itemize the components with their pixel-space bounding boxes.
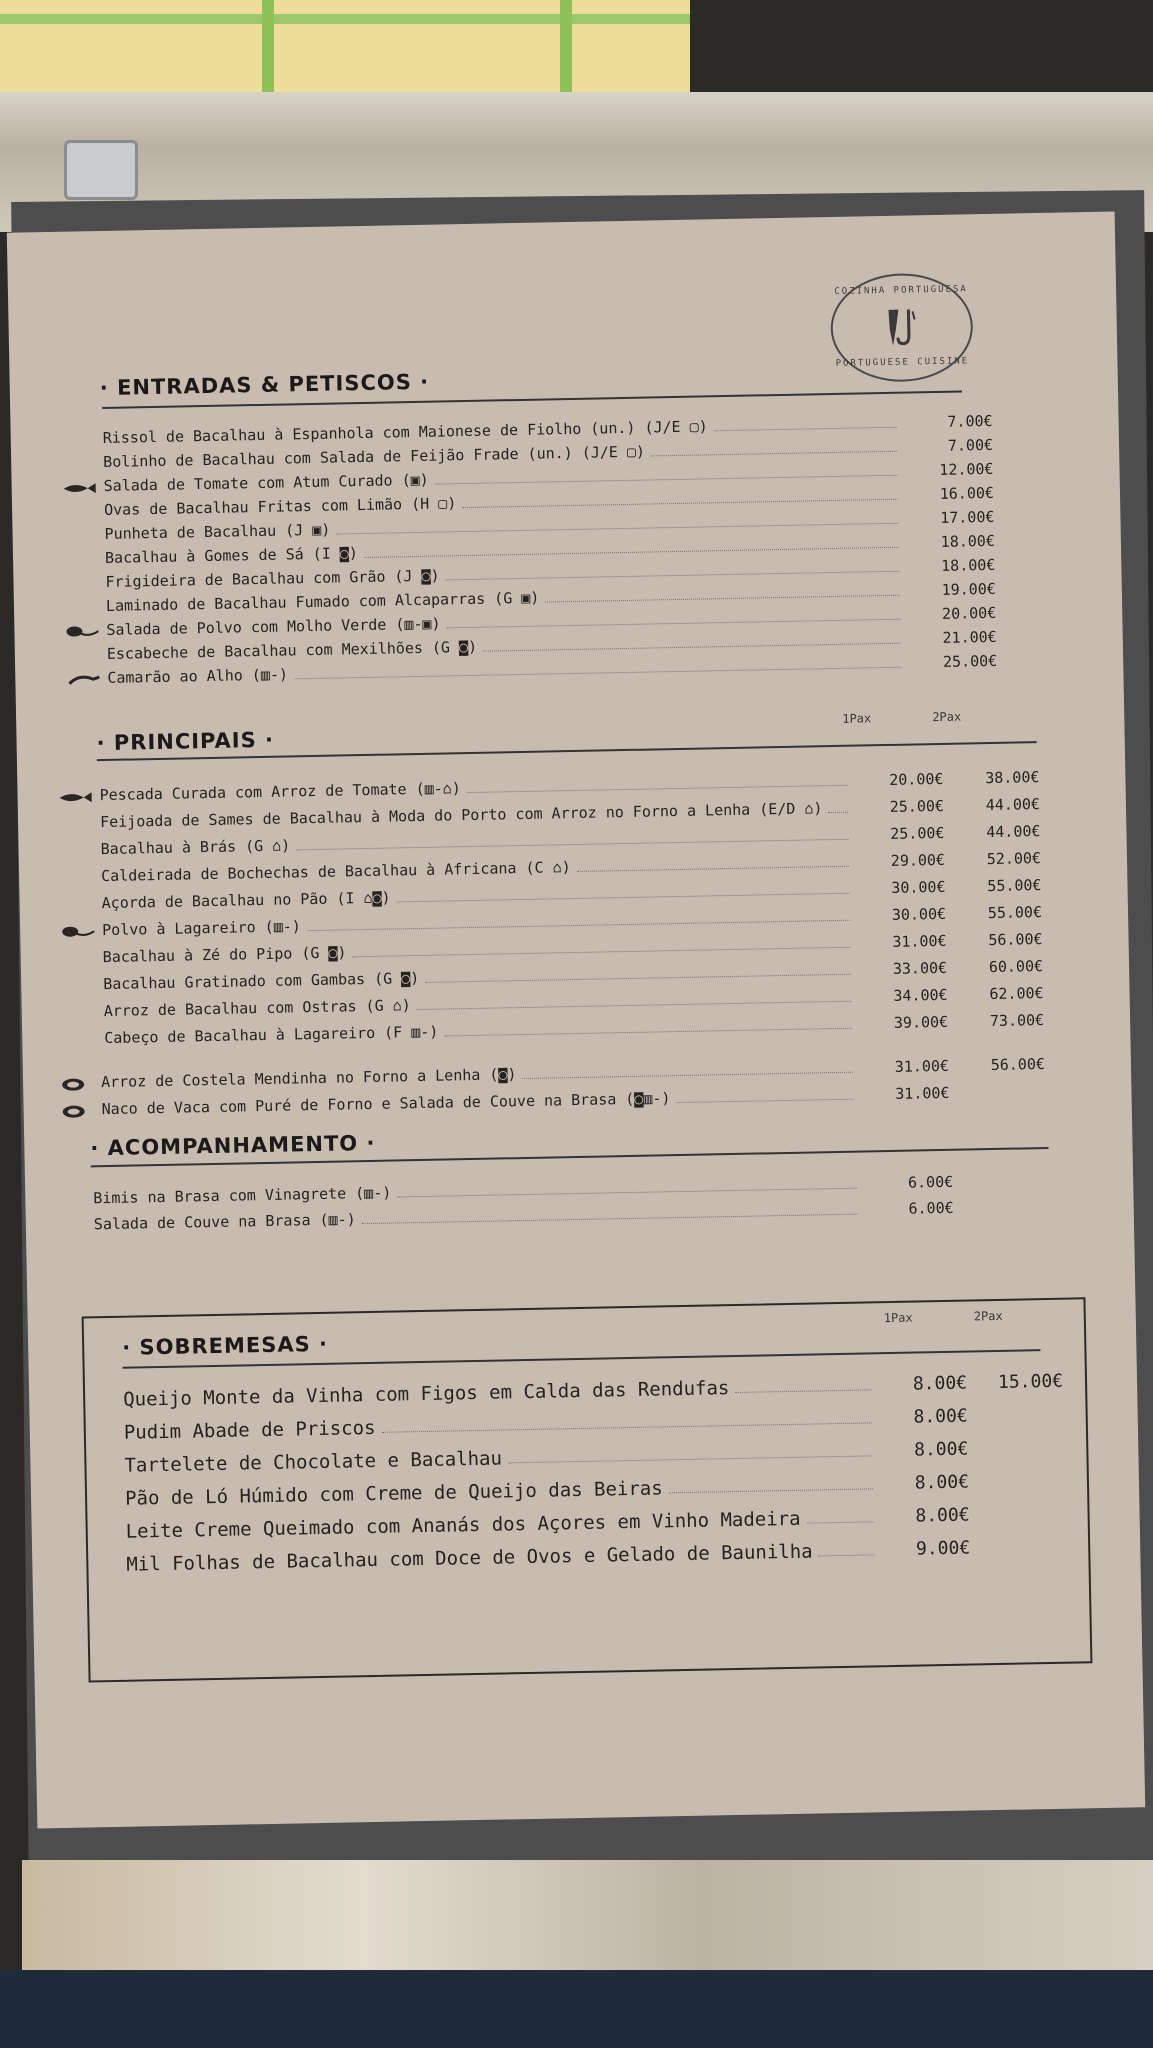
- price-1pax: 39.00€: [893, 1012, 949, 1032]
- fish-icon: [62, 480, 98, 495]
- item-name: Ovas de Bacalhau Fritas com Limão (H ▢): [103, 494, 457, 519]
- dot-leader: [446, 570, 900, 581]
- price-1pax: 7.00€: [947, 411, 993, 431]
- dot-leader: [417, 1000, 852, 1010]
- meat-icon: [60, 1103, 96, 1118]
- item-name: Pão de Ló Húmido com Creme de Queijo das Beiras: [124, 1477, 663, 1510]
- price-1pax: 7.00€: [947, 435, 994, 455]
- item-name: Bolinho de Bacalhau com Salada de Feijão Frade (un.) (J/E ▢): [103, 442, 646, 471]
- dot-leader: [444, 1027, 852, 1037]
- dot-leader: [425, 973, 851, 983]
- dot-leader: [677, 1098, 854, 1103]
- dot-leader: [397, 892, 850, 903]
- price-2pax: [950, 1100, 1046, 1102]
- item-name: Tartelete de Chocolate e Bacalhau: [124, 1447, 503, 1477]
- section-title-sobremesas: · SOBREMESAS ·: [121, 1331, 329, 1360]
- price-1pax: 20.00€: [941, 603, 997, 623]
- section-title-acompanhamento: · ACOMPANHAMENTO ·: [90, 1130, 376, 1161]
- dot-leader: [462, 498, 898, 508]
- dot-leader: [467, 784, 848, 793]
- price-2pax: 15.00€: [997, 1370, 1064, 1393]
- item-name: Arroz de Bacalhau com Ostras (G ⌂): [103, 996, 411, 1021]
- price-1pax: 25.00€: [890, 823, 945, 843]
- price-1pax: 6.00€: [908, 1198, 954, 1218]
- price-2pax: 55.00€: [987, 903, 1043, 923]
- dot-leader: [294, 666, 901, 680]
- item-name: Leite Creme Queimado com Ananás dos Açores em Vinho Madeira: [125, 1507, 801, 1543]
- item-name: Camarão ao Alho (▥-): [107, 665, 289, 687]
- dot-leader: [819, 1553, 875, 1556]
- price-1pax: 29.00€: [890, 850, 946, 870]
- fish-icon: [57, 789, 93, 804]
- column-header-1pax: 1Pax: [842, 711, 872, 726]
- price-1pax: 18.00€: [940, 555, 996, 575]
- dot-leader: [545, 594, 899, 603]
- column-header-1pax: 1Pax: [883, 1310, 913, 1326]
- section-title-principais: · PRINCIPAIS ·: [96, 727, 275, 756]
- price-1pax: 8.00€: [915, 1504, 970, 1527]
- dot-leader: [651, 450, 897, 457]
- octopus-icon: [60, 924, 96, 939]
- price-1pax: 17.00€: [940, 507, 995, 527]
- price-1pax: 20.00€: [889, 769, 944, 789]
- price-1pax: 25.00€: [942, 651, 998, 671]
- price-1pax: 21.00€: [942, 627, 997, 647]
- section-title-entradas: · ENTRADAS & PETISCOS ·: [99, 369, 430, 401]
- price-1pax: 9.00€: [915, 1537, 971, 1560]
- price-1pax: 8.00€: [914, 1471, 970, 1494]
- meat-icon: [59, 1076, 95, 1091]
- price-1pax: 30.00€: [891, 904, 947, 924]
- item-name: Bimis na Brasa com Vinagrete (▥-): [93, 1183, 392, 1208]
- item-name: Polvo à Lagareiro (▥-): [102, 917, 302, 940]
- price-1pax: 6.00€: [907, 1172, 954, 1192]
- price-1pax: 16.00€: [939, 483, 995, 503]
- price-2pax: 56.00€: [990, 1055, 1046, 1075]
- dot-leader: [577, 865, 849, 872]
- item-name: Feijoada de Sames de Bacalhau à Moda do Porto com Arroz no Forno a Lenha (E/D ⌂): [99, 799, 823, 832]
- price-1pax: 8.00€: [913, 1405, 968, 1428]
- price-1pax: 8.00€: [912, 1372, 968, 1395]
- dot-leader: [447, 618, 901, 629]
- price-2pax: 52.00€: [986, 849, 1042, 869]
- item-name: Salada de Couve na Brasa (▥-): [93, 1210, 356, 1234]
- price-1pax: 33.00€: [892, 958, 948, 978]
- item-name: Açorda de Bacalhau no Pão (I ⌂◙): [101, 888, 391, 913]
- item-name: Mil Folhas de Bacalhau com Doce de Ovos e Gelado de Baunilha: [126, 1540, 813, 1576]
- dot-leader: [669, 1487, 873, 1493]
- item-name: Bacalhau Gratinado com Gambas (G ◙): [103, 969, 420, 994]
- item-name: Caldeirada de Bochechas de Bacalhau à Africana (C ⌂): [100, 858, 571, 886]
- item-name: Laminado de Bacalhau Fumado com Alcaparras (G ▣): [105, 588, 540, 615]
- price-2pax: 44.00€: [986, 822, 1041, 842]
- dot-leader: [364, 546, 899, 558]
- price-1pax: 31.00€: [895, 1083, 950, 1103]
- price-1pax: 25.00€: [889, 796, 945, 816]
- dot-leader: [435, 474, 898, 485]
- item-name: Frigideira de Bacalhau com Grão (J ◙): [105, 566, 440, 591]
- item-name: Naco de Vaca com Puré de Forno e Salada de Couve na Brasa (◙▥-): [101, 1089, 671, 1119]
- dot-leader: [714, 426, 897, 432]
- logo-ring-top: COZINHA PORTUGUESA: [834, 284, 968, 297]
- item-name: Bacalhau à Zé do Pipo (G ◙): [102, 943, 347, 967]
- price-2pax: 55.00€: [987, 876, 1042, 896]
- column-header-2pax: 2Pax: [932, 709, 962, 725]
- price-2pax: 73.00€: [989, 1011, 1045, 1031]
- shrimp-icon: [65, 672, 101, 687]
- dot-leader: [483, 642, 901, 652]
- price-2pax: 38.00€: [985, 768, 1040, 788]
- item-name: Arroz de Costela Mendinha no Forno a Lenha (◙): [100, 1065, 517, 1092]
- octopus-icon: [64, 624, 100, 639]
- restaurant-logo: [830, 272, 974, 383]
- menu-sheet: [7, 212, 1145, 1829]
- price-1pax: 8.00€: [913, 1438, 969, 1461]
- dot-leader: [362, 1213, 858, 1225]
- dot-leader: [397, 1187, 857, 1198]
- price-2pax: 56.00€: [988, 930, 1043, 950]
- item-name: Escabeche de Bacalhau com Mexilhões (G ◙): [106, 637, 478, 663]
- price-1pax: 12.00€: [939, 459, 994, 479]
- price-1pax: 19.00€: [941, 579, 996, 599]
- price-1pax: 30.00€: [891, 877, 946, 897]
- metal-clip: [64, 140, 138, 200]
- fish-hook-icon: [884, 305, 921, 350]
- item-name: Cabeço de Bacalhau à Lagareiro (F ▥-): [104, 1022, 439, 1048]
- dot-leader: [523, 1071, 854, 1079]
- dot-leader: [353, 946, 851, 958]
- dot-leader: [735, 1388, 871, 1393]
- price-1pax: 18.00€: [940, 531, 996, 551]
- dot-leader: [336, 522, 898, 535]
- item-name: Salada de Polvo com Molho Verde (▥-▣): [106, 614, 441, 639]
- price-1pax: 31.00€: [894, 1056, 950, 1076]
- column-header-2pax: 2Pax: [973, 1308, 1003, 1324]
- dot-leader: [296, 838, 848, 851]
- item-name: Pudim Abade de Priscos: [123, 1416, 376, 1444]
- logo-ring-bottom: PORTUGUESE CUISINE: [835, 356, 970, 369]
- floor-shadow: [0, 1970, 1153, 2048]
- dot-leader: [807, 1520, 874, 1523]
- item-name: Queijo Monte da Vinha com Figos em Calda das Rendufas: [122, 1377, 730, 1411]
- price-2pax: 44.00€: [985, 795, 1041, 815]
- item-name: Bacalhau à Gomes de Sá (I ◙): [104, 544, 359, 567]
- item-name: Bacalhau à Brás (G ⌂): [100, 836, 291, 859]
- item-name: Salada de Tomate com Atum Curado (▣): [103, 470, 429, 495]
- price-1pax: 31.00€: [892, 931, 947, 951]
- item-name: Punheta de Bacalhau (J ▣): [104, 520, 331, 543]
- dot-leader: [829, 811, 849, 813]
- item-name: Pescada Curada com Arroz de Tomate (▥-⌂): [99, 779, 461, 805]
- price-2pax: 62.00€: [989, 984, 1044, 1004]
- wood-board-bottom: [22, 1860, 1153, 1980]
- price-2pax: 60.00€: [988, 957, 1044, 977]
- item-name: Rissol de Bacalhau à Espanhola com Maionese de Fiolho (un.) (J/E ▢): [102, 417, 708, 447]
- price-1pax: 34.00€: [893, 985, 948, 1005]
- dot-leader: [307, 919, 850, 931]
